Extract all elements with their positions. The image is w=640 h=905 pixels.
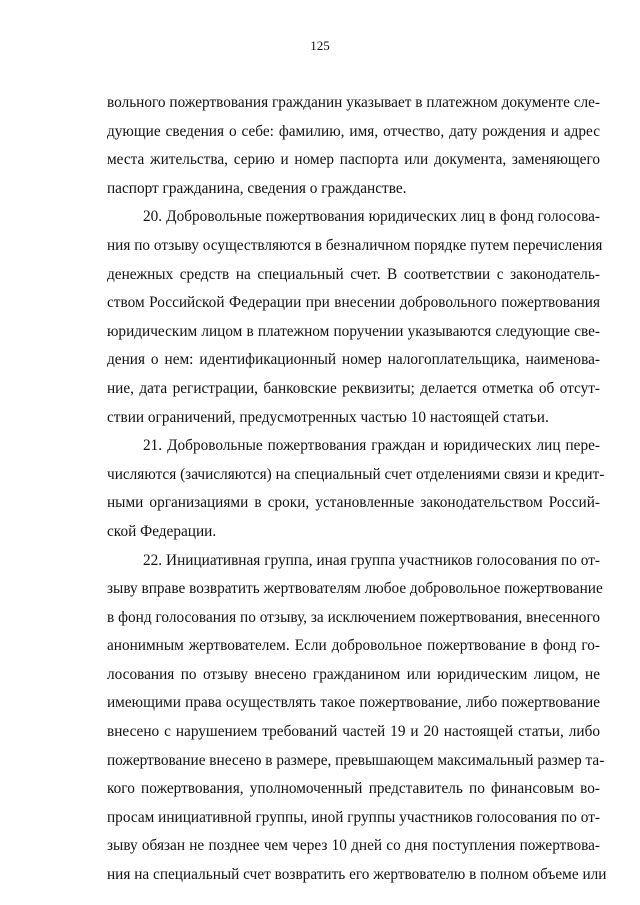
text-line: ние, дата регистрации, банковские реквизиты; делается отметка об отсут- bbox=[107, 379, 600, 397]
text-line: дения о нем: идентификационный номер налогоплательщика, наименова- bbox=[107, 351, 600, 369]
page-number: 125 bbox=[310, 38, 330, 53]
text-line: зыву обязан не позднее чем через 10 дней со дня поступления пожертвова- bbox=[107, 837, 600, 855]
text-line: лосования по отзыву внесено гражданином или юридическим лицом, не bbox=[107, 665, 600, 683]
text-line: в фонд голосования по отзыву, за исключением пожертвования, внесенного bbox=[107, 608, 600, 626]
text-line: ными организациями в сроки, установленные законодательством Россий- bbox=[107, 494, 600, 512]
document-body bbox=[107, 89, 607, 890]
text-line: внесено с нарушением требований частей 19 и 20 настоящей статьи, либо bbox=[107, 723, 600, 741]
text-line: имеющими права осуществлять такое пожертвование, либо пожертвование bbox=[107, 694, 600, 712]
text-line: 21. Добровольные пожертвования граждан и юридических лиц пере- bbox=[143, 437, 600, 455]
text-line: юридическим лицом в платежном поручении указываются следующие све- bbox=[107, 322, 600, 340]
text-line: пожертвование внесено в размере, превышающем максимальный размер та- bbox=[107, 751, 605, 769]
text-line: ния на специальный счет возвратить его жертвователю в полном объеме или bbox=[107, 866, 607, 884]
text-line: 20. Добровольные пожертвования юридических лиц в фонд голосова- bbox=[143, 208, 600, 226]
text-line: анонимным жертвователем. Если добровольное пожертвование в фонд го- bbox=[107, 637, 600, 655]
text-line: 22. Инициативная группа, иная группа участников голосования по от- bbox=[143, 551, 600, 569]
text-line: ствии ограничений, предусмотренных частью 10 настоящей статьи. bbox=[107, 408, 549, 426]
text-line: места жительства, серию и номер паспорта или документа, заменяющего bbox=[107, 151, 600, 169]
text-line: дующие сведения о себе: фамилию, имя, отчество, дату рождения и адрес bbox=[107, 122, 600, 140]
text-line: ством Российской Федерации при внесении добровольного пожертвования bbox=[107, 294, 600, 312]
text-line: числяются (зачисляются) на специальный счет отделениями связи и кредит- bbox=[107, 465, 605, 483]
text-line: денежных средств на специальный счет. В соответствии с законодатель- bbox=[107, 265, 600, 283]
text-line: ния по отзыву осуществляются в безналичном порядке путем перечисления bbox=[107, 236, 603, 254]
text-line: ской Федерации. bbox=[107, 522, 217, 540]
text-line: кого пожертвования, уполномоченный представитель по финансовым во- bbox=[107, 780, 600, 798]
text-line: просам инициативной группы, иной группы участников голосования по от- bbox=[107, 808, 600, 826]
text-line: паспорт гражданина, сведения о гражданстве. bbox=[107, 179, 407, 197]
text-line: зыву вправе возвратить жертвователям любое добровольное пожертвование bbox=[107, 580, 603, 598]
text-line: вольного пожертвования гражданин указывает в платежном документе сле- bbox=[107, 94, 600, 111]
